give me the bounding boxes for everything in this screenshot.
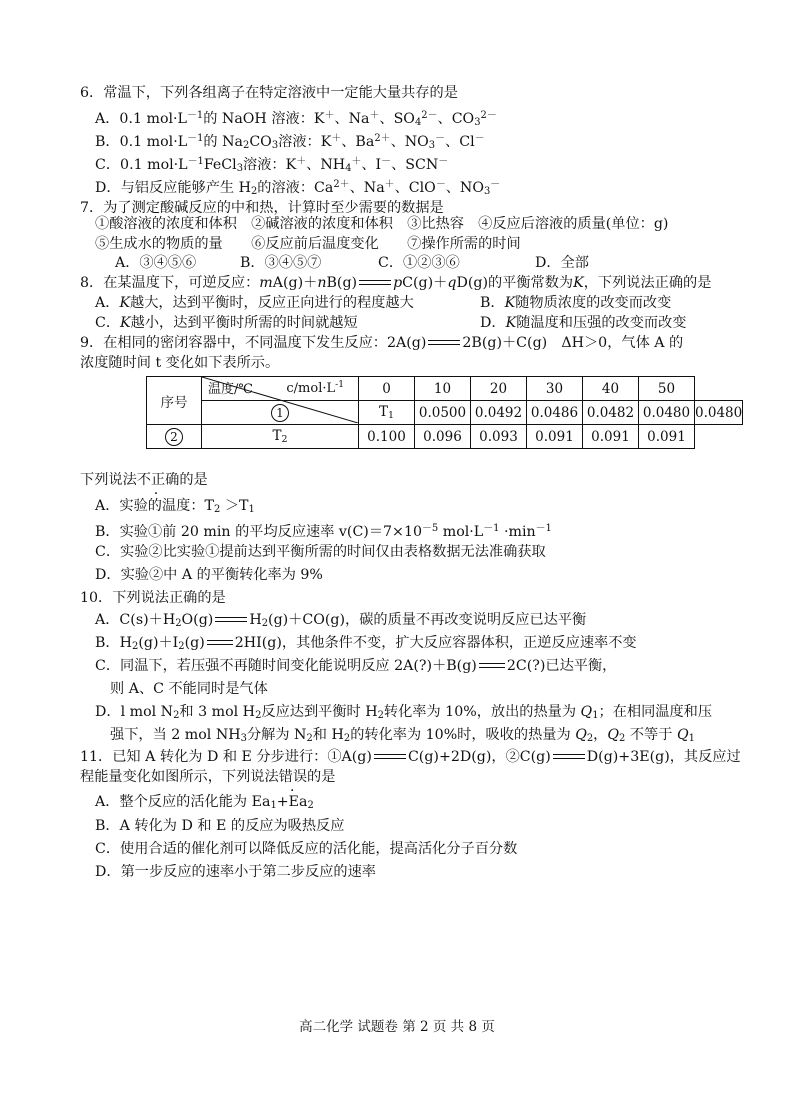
q7-option-b: B．③④⑤⑦	[240, 255, 322, 271]
q9-option-a: A．实验的温度：$T_2 >T_1$	[95, 498, 255, 515]
q10-option-b: B．$H_2(g)+I_2(g)$ 2HI(g)，其他条件不变，扩大反应容器体积，正逆反应速率不变	[95, 635, 637, 652]
q10-option-a: A．$C(s)+H_2O(g)$ $H_2(g)+CO(g)$，碳的质量不再改变说明反应已达平衡	[95, 612, 587, 629]
q6-option-d: D．与铝反应能够产生 $H_2$的溶液：$Ca^{2+}$、Na＋、ClO－、$NO_3^-$	[95, 179, 501, 197]
table-time-cell: 40	[583, 377, 639, 401]
table-time-cell: 30	[527, 377, 583, 401]
q9-concentration-table	[146, 376, 743, 449]
q7-items-1: ①酸溶液的浓度和体积 ②碱溶液的浓度和体积 ③比热容 ④反应后溶液的质量(单位：g)	[95, 216, 669, 232]
table-time-cell: 0	[359, 377, 415, 401]
q7-option-c: C．①②③⑥	[378, 255, 460, 271]
equilibrium-arrow-icon	[359, 278, 391, 288]
table-header-row	[147, 377, 743, 401]
table-time-cell: 10	[415, 377, 471, 401]
row-value: 0.091	[527, 425, 583, 449]
q9-option-c: C．实验②比实验①提前达到平衡所需的时间仅由表格数据无法准确获取	[95, 544, 546, 560]
equilibrium-arrow-icon	[374, 752, 406, 762]
row-value: 0.0500	[415, 401, 471, 425]
row-id: 1	[202, 401, 359, 425]
q7-stem: 7．为了测定酸碱反应的中和热，计算时至少需要的数据是	[80, 200, 444, 216]
row-value: 0.0492	[471, 401, 527, 425]
q8-stem: 8．在某温度下，可逆反应：mA(g)＋nB(g) pC(g)＋qD(g)的平衡常数为K，下列说法正确的是	[80, 275, 712, 291]
row-temp: $T_1$	[359, 401, 415, 425]
q8-option-d: D．K随温度和压强的改变而改变	[480, 315, 687, 331]
header-concentration: $c/mol\cdot L^{-1}$	[286, 380, 344, 396]
q11-option-d: D．第一步反应的速率小于第二步反应的速率	[95, 864, 376, 880]
q9-option-d: D．实验②中 A 的平衡转化率为 9%	[95, 567, 323, 583]
q6-option-b: B．0.1 $mol\cdot L^{-1}$的 $Na_2CO_3$溶液：K＋、$Ba^{2+}$、$NO_3^-$、Cl－	[95, 133, 485, 151]
q10-option-d-cont: 强下，当 2 mol $NH_3$分解为 $N_2$和 $H_2$的转化率为 10%时，吸收的热量为 $Q_2$，$Q_2$ 不等于 $Q_1$	[110, 727, 695, 744]
q10-option-c: C．同温下，若压强不再随时间变化能说明反应 2A(?)＋B(g) 2C(?)已达平衡，	[95, 658, 617, 674]
table-row	[147, 425, 743, 449]
q9-stem-line2: 浓度随时间 t 变化如下表所示。	[80, 355, 280, 371]
page-footer: 高二化学 试题卷 第 2 页 共 8 页	[299, 1019, 495, 1035]
equilibrium-arrow-icon	[479, 661, 505, 671]
q9-ask: 下列说法不正确的是	[80, 472, 208, 488]
table-header-seq: 序号	[147, 377, 202, 425]
q11-option-c: C．使用合适的催化剂可以降低反应的活化能，提高活化分子百分数	[95, 841, 518, 857]
equilibrium-arrow-icon	[215, 615, 247, 625]
q8-option-c: C．K越小，达到平衡时所需的时间就越短	[95, 315, 358, 331]
row-id: 2	[147, 425, 202, 449]
q8-option-a: A．K越大，达到平衡时，反应正向进行的程度越大	[95, 295, 414, 311]
q11-option-a: A．整个反应的活化能为 $Ea_1+Ea_2$	[95, 794, 314, 811]
q10-option-c-cont: 则 A、C 不能同时是气体	[110, 681, 268, 697]
row-value: 0.096	[415, 425, 471, 449]
q8-option-b: B．K随物质浓度的改变而改变	[480, 295, 672, 311]
table-diagonal-header	[202, 377, 359, 401]
q7-items-2: ⑤生成水的物质的量 ⑥反应前后温度变化 ⑦操作所需的时间	[95, 236, 521, 252]
q10-option-d: D．l mol $N_2$和 3 mol $H_2$反应达到平衡时 $H_2$转化率为 10%，放出的热量为 $Q_1$；在相同温度和压	[95, 704, 713, 721]
header-temperature: 温度/℃	[208, 382, 253, 397]
q7-option-a: A．③④⑤⑥	[115, 255, 197, 271]
q9-option-b: B．实验①前 20 min 的平均反应速率 $v(C)=7\times 10^{-5}$ $mol\cdot L^{-1} \cdot\min^{-1}$	[95, 523, 552, 540]
row-temp: $T_2$	[202, 425, 359, 449]
table-time-cell: 50	[639, 377, 695, 401]
q9-stem-line1: 9．在相同的密闭容器中，不同温度下发生反应：2A(g) 2B(g)＋C(g) ΔH＞0，气体 A 的	[80, 335, 684, 351]
row-value: 0.091	[639, 425, 695, 449]
q7-option-d: D．全部	[535, 255, 589, 271]
row-value: 0.091	[583, 425, 639, 449]
row-value: 0.0480	[695, 401, 743, 425]
equilibrium-arrow-icon	[553, 752, 585, 762]
q11-stem-line1: 11．已知 A 转化为 D 和 E 分步进行：①A(g) C(g)+2D(g)，②C(g) D(g)+3E(g)，其反应过	[80, 749, 741, 765]
q6-stem: 6．常温下，下列各组离子在特定溶液中一定能大量共存的是	[80, 85, 458, 101]
table-time-cell: 20	[471, 377, 527, 401]
row-value: 0.100	[359, 425, 415, 449]
row-value: 0.0480	[639, 401, 695, 425]
q10-stem: 10．下列说法正确的是	[80, 590, 226, 606]
row-value: 0.0486	[527, 401, 583, 425]
q6-option-c: C．0.1 $mol\cdot L^{-1}FeCl_3$溶液：K＋、$NH_4^+$、I－、SCN－	[95, 156, 449, 174]
q11-option-b: B．A 转化为 D 和 E 的反应为吸热反应	[95, 818, 345, 834]
q6-option-a: A．0.1 $mol\cdot L^{-1}$的 NaOH 溶液：K＋、Na＋、$SO_4^{2-}$、$CO_3^{2-}$	[95, 110, 497, 128]
q11-stem-line2: 程能量变化如图所示，下列说法错误的是	[80, 769, 336, 785]
equilibrium-arrow-icon	[428, 338, 460, 348]
equilibrium-arrow-icon	[207, 638, 233, 648]
row-value: 0.093	[471, 425, 527, 449]
row-value: 0.0482	[583, 401, 639, 425]
